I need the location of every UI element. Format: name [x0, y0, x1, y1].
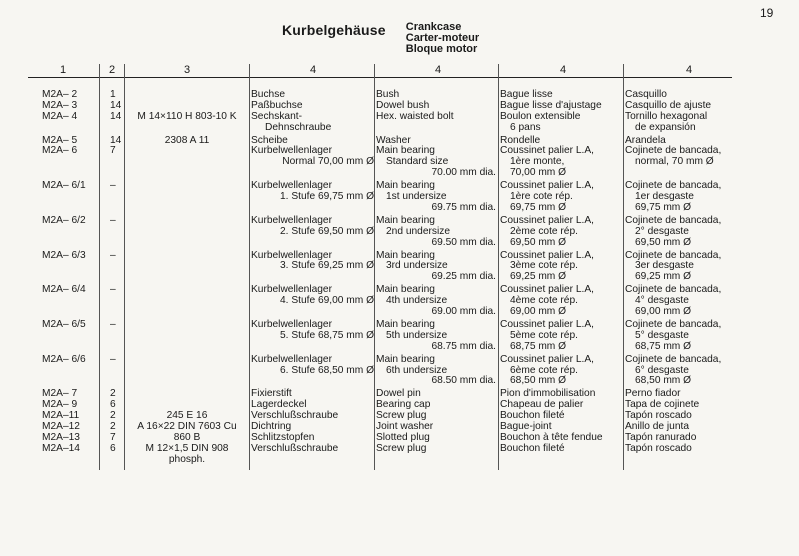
description-spanish: Tapón ranurado: [625, 431, 697, 443]
description-spanish: Tapón roscado: [625, 442, 692, 454]
description-spanish: Cojinete de bancada, 3er desgaste 69,25 mm Ø: [625, 249, 722, 283]
norm-number: M 14×110 H 803-10 K: [137, 110, 237, 122]
part-number: M2A– 6/5: [42, 318, 86, 330]
description-german: Kurbelwellenlager 4. Stufe 69,00 mm Ø: [251, 284, 374, 307]
part-number: M2A– 6/2: [42, 214, 86, 226]
table-row: [0, 251, 799, 286]
quantity: –: [110, 353, 116, 365]
description-english: Dowel bush: [376, 99, 430, 111]
quantity: –: [110, 214, 116, 226]
column-header: 4: [434, 64, 442, 76]
table-row: [0, 181, 799, 216]
column-header: 4: [559, 64, 567, 76]
description-french: Coussinet palier L.A, 3ème cote rép. 69,25 mm Ø: [500, 249, 595, 283]
norm-number: M 12×1,5 DIN 908 phosph.: [145, 442, 229, 465]
description-german: Sechskant- Dehnschraube: [251, 110, 332, 133]
description-german: Kurbelwellenlager 5. Stufe 68,75 mm Ø: [251, 318, 374, 341]
description-german: Kurbelwellenlager 6. Stufe 68,50 mm Ø: [251, 353, 374, 376]
description-french: Rondelle: [500, 134, 541, 146]
column-header: 1: [59, 64, 67, 76]
description-french: Coussinet palier L.A, 1ère cote rép. 69,75 mm Ø: [500, 180, 595, 213]
header-divider: [28, 77, 732, 78]
part-number: M2A–14: [42, 442, 80, 454]
page-number: 19: [760, 6, 774, 20]
description-english: Bush: [376, 89, 400, 100]
description-spanish: Cojinete de bancada, 1er desgaste 69,75 mm Ø: [625, 180, 722, 213]
title-english: Crankcase: [405, 21, 462, 33]
description-spanish: Casquillo de ajuste: [625, 99, 712, 111]
table-row: [0, 444, 799, 468]
table-row: [0, 320, 799, 355]
part-number: M2A–11: [42, 410, 80, 422]
description-german: Kurbelwellenlager Normal 70,00 mm Ø: [251, 145, 374, 168]
description-french: Pion d'immobilisation: [500, 388, 596, 400]
description-german: Dichtring: [251, 420, 292, 432]
description-french: Bague-joint: [500, 420, 552, 432]
quantity: 1: [110, 89, 116, 100]
table-row: [0, 355, 799, 390]
table-row: [0, 285, 799, 320]
column-header: 3: [183, 64, 191, 76]
description-english: Main bearing 6th undersize 68.50 mm dia.: [376, 353, 496, 387]
quantity: 6: [110, 442, 116, 454]
description-english: Hex. waisted bolt: [376, 110, 454, 122]
part-number: M2A– 6/6: [42, 353, 86, 365]
description-spanish: Cojinete de bancada, 5° desgaste 68,75 mm Ø: [625, 318, 722, 352]
description-spanish: Cojinete de bancada, normal, 70 mm Ø: [625, 145, 722, 168]
description-german: Kurbelwellenlager 1. Stufe 69,75 mm Ø: [251, 180, 374, 203]
parts-table: [0, 90, 799, 468]
description-english: Slotted plug: [376, 431, 430, 443]
quantity: 14: [110, 134, 122, 146]
description-german: Paßbuchse: [251, 99, 303, 111]
description-german: Buchse: [251, 89, 285, 100]
part-number: M2A– 6/1: [42, 180, 86, 192]
description-french: Bague lisse d'ajustage: [500, 99, 602, 111]
description-spanish: Tornillo hexagonal de expansión: [625, 110, 708, 133]
description-german: Kurbelwellenlager 3. Stufe 69,25 mm Ø: [251, 249, 374, 272]
description-german: Schlitzstopfen: [251, 431, 315, 443]
table-header: [28, 64, 732, 76]
title-spanish: Bloque motor: [405, 43, 478, 55]
description-german: Kurbelwellenlager 2. Stufe 69,50 mm Ø: [251, 214, 374, 237]
description-english: Bearing cap: [376, 399, 431, 411]
description-spanish: Cojinete de bancada, 6° desgaste 68,50 mm Ø: [625, 353, 722, 387]
description-english: Washer: [376, 134, 411, 146]
description-english: Main bearing 5th undersize 68.75 mm dia.: [376, 318, 496, 352]
quantity: –: [110, 249, 116, 261]
description-german: Verschlußschraube: [251, 442, 339, 454]
description-english: Joint washer: [376, 420, 434, 432]
description-french: Bouchon à tête fendue: [500, 431, 603, 443]
description-french: Coussinet palier L.A, 2ème cote rép. 69,50 mm Ø: [500, 214, 595, 248]
part-number: M2A–13: [42, 431, 80, 443]
description-english: Main bearing Standard size 70.00 mm dia.: [376, 145, 496, 179]
description-english: Main bearing 2nd undersize 69.50 mm dia.: [376, 214, 496, 248]
quantity: 2: [110, 410, 116, 422]
title-block: [282, 22, 479, 55]
description-english: Dowel pin: [376, 388, 421, 400]
part-number: M2A–12: [42, 420, 80, 432]
quantity: 14: [110, 110, 122, 122]
part-number: M2A– 5: [42, 134, 78, 146]
description-french: Bouchon fileté: [500, 442, 565, 454]
description-spanish: Tapa de cojinete: [625, 399, 700, 411]
description-french: Bouchon fileté: [500, 410, 565, 422]
description-french: Coussinet palier L.A, 6ème cote rép. 68,50 mm Ø: [500, 353, 595, 387]
title-translations: [406, 22, 479, 55]
description-french: Coussinet palier L.A, 5ème cote rép. 68,75 mm Ø: [500, 318, 595, 352]
column-header: 4: [309, 64, 317, 76]
description-spanish: Tapón roscado: [625, 410, 692, 422]
description-spanish: Casquillo: [625, 89, 667, 100]
page-title: Kurbelgehäuse: [282, 22, 386, 38]
description-english: Main bearing 3rd undersize 69.25 mm dia.: [376, 249, 496, 283]
description-spanish: Anillo de junta: [625, 420, 690, 432]
description-english: Main bearing 1st undersize 69.75 mm dia.: [376, 180, 496, 213]
table-row: [0, 216, 799, 251]
description-french: Coussinet palier L.A, 4ème cote rép. 69,00 mm Ø: [500, 284, 595, 318]
description-english: Screw plug: [376, 442, 427, 454]
description-english: Main bearing 4th undersize 69.00 mm dia.: [376, 284, 496, 318]
title-french: Carter-moteur: [405, 32, 480, 44]
description-english: Screw plug: [376, 410, 427, 422]
description-french: Bague lisse: [500, 89, 553, 100]
description-german: Lagerdeckel: [251, 399, 307, 411]
part-number: M2A– 2: [42, 89, 78, 100]
description-french: Coussinet palier L.A, 1ère monte, 70,00 mm Ø: [500, 145, 595, 179]
part-number: M2A– 3: [42, 99, 78, 111]
quantity: –: [110, 318, 116, 330]
quantity: –: [110, 180, 116, 192]
norm-number: 2308 A 11: [164, 134, 210, 146]
description-german: Verschlußschraube: [251, 410, 339, 422]
quantity: 14: [110, 99, 122, 111]
quantity: 2: [110, 388, 116, 400]
description-spanish: Cojinete de bancada, 2° desgaste 69,50 mm Ø: [625, 214, 722, 248]
description-spanish: Perno fiador: [625, 388, 681, 400]
norm-number: A 16×22 DIN 7603 Cu: [137, 420, 237, 432]
description-german: Scheibe: [251, 134, 288, 146]
description-german: Fixierstift: [251, 388, 292, 400]
quantity: 6: [110, 399, 116, 411]
part-number: M2A– 6: [42, 145, 78, 157]
part-number: M2A– 6/3: [42, 249, 86, 261]
quantity: –: [110, 284, 116, 296]
column-header: 2: [108, 64, 116, 76]
table-row: [0, 146, 799, 181]
description-french: Chapeau de palier: [500, 399, 584, 411]
quantity: 7: [110, 145, 116, 157]
description-spanish: Cojinete de bancada, 4° desgaste 69,00 mm Ø: [625, 284, 722, 318]
description-spanish: Arandela: [625, 134, 666, 146]
part-number: M2A– 9: [42, 399, 78, 411]
part-number: M2A– 4: [42, 110, 78, 122]
norm-number: 860 B: [173, 431, 201, 443]
quantity: 2: [110, 420, 116, 432]
part-number: M2A– 7: [42, 388, 78, 400]
description-french: Boulon extensible 6 pans: [500, 110, 581, 133]
part-number: M2A– 6/4: [42, 284, 86, 296]
quantity: 7: [110, 431, 116, 443]
table-row: [0, 112, 799, 136]
norm-number: 245 E 16: [166, 410, 208, 422]
column-header: 4: [685, 64, 693, 76]
